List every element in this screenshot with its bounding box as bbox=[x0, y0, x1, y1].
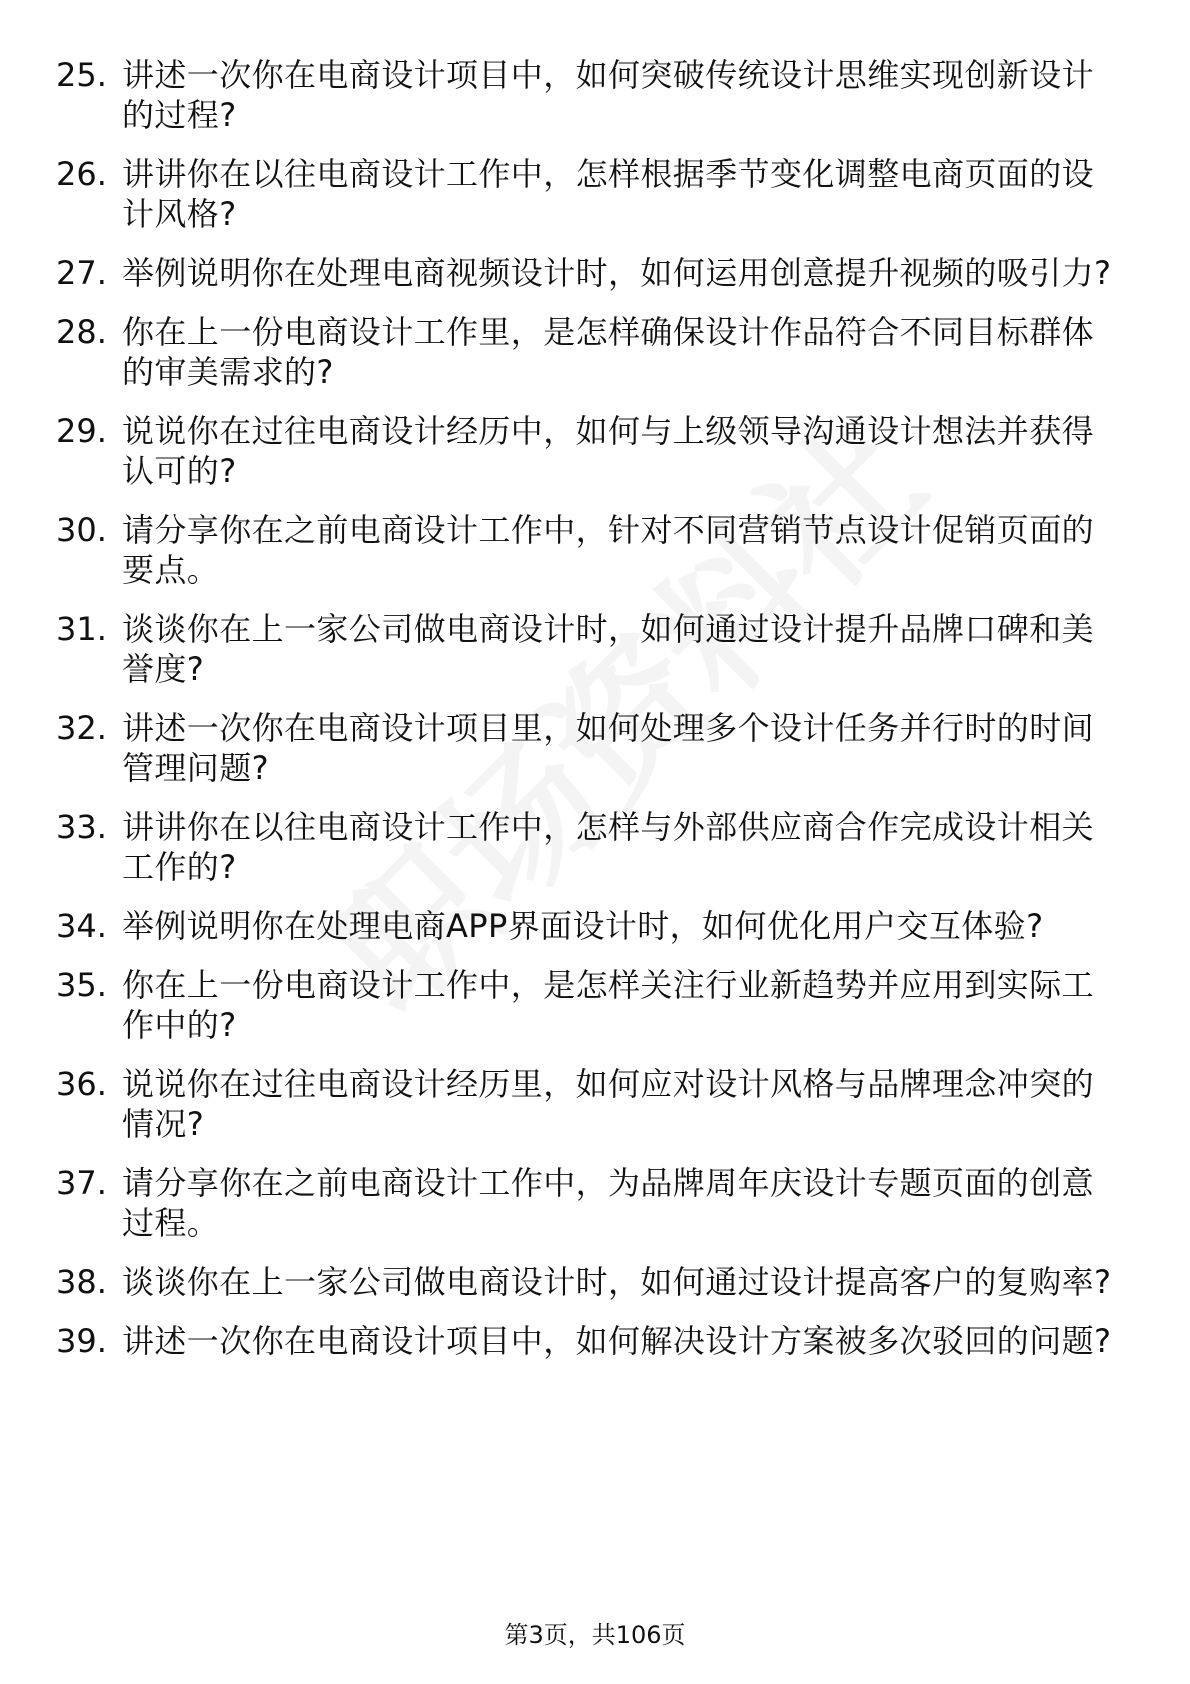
list-item bbox=[56, 708, 1116, 788]
question-number: 27. bbox=[56, 254, 107, 292]
question-text: 谈谈你在上一家公司做电商设计时，如何通过设计提升品牌口碑和美誉度? bbox=[122, 610, 1095, 688]
question-text: 请分享你在之前电商设计工作中，为品牌周年庆设计专题页面的创意过程。 bbox=[122, 1164, 1095, 1242]
question-list bbox=[56, 55, 1116, 1380]
list-item bbox=[56, 154, 1116, 234]
list-item bbox=[56, 1064, 1116, 1144]
list-item bbox=[56, 411, 1116, 491]
question-text: 讲讲你在以往电商设计工作中，怎样根据季节变化调整电商页面的设计风格? bbox=[122, 155, 1095, 233]
question-number: 32. bbox=[56, 709, 107, 747]
list-item bbox=[56, 906, 1116, 946]
question-text: 讲讲你在以往电商设计工作中，怎样与外部供应商合作完成设计相关工作的? bbox=[122, 808, 1095, 886]
list-item bbox=[56, 55, 1116, 135]
question-number: 31. bbox=[56, 610, 107, 648]
question-text: 举例说明你在处理电商APP界面设计时，如何优化用户交互体验? bbox=[122, 907, 1044, 945]
list-item bbox=[56, 510, 1116, 590]
list-item bbox=[56, 1262, 1116, 1302]
question-text: 讲述一次你在电商设计项目里，如何处理多个设计任务并行时的时间管理问题? bbox=[122, 709, 1095, 787]
question-text: 你在上一份电商设计工作中，是怎样关注行业新趋势并应用到实际工作中的? bbox=[122, 966, 1095, 1044]
question-number: 28. bbox=[56, 313, 107, 351]
page-footer bbox=[0, 1620, 1190, 1650]
question-text: 说说你在过往电商设计经历里，如何应对设计风格与品牌理念冲突的情况? bbox=[122, 1065, 1095, 1143]
question-text: 请分享你在之前电商设计工作中，针对不同营销节点设计促销页面的要点。 bbox=[122, 511, 1095, 589]
question-number: 37. bbox=[56, 1164, 107, 1202]
question-number: 34. bbox=[56, 907, 107, 945]
question-text: 讲述一次你在电商设计项目中，如何解决设计方案被多次驳回的问题? bbox=[122, 1322, 1112, 1360]
question-number: 25. bbox=[56, 56, 107, 94]
list-item bbox=[56, 312, 1116, 392]
list-item bbox=[56, 965, 1116, 1045]
list-item bbox=[56, 609, 1116, 689]
question-number: 35. bbox=[56, 966, 107, 1004]
question-number: 30. bbox=[56, 511, 107, 549]
question-text: 讲述一次你在电商设计项目中，如何突破传统设计思维实现创新设计的过程? bbox=[122, 56, 1095, 134]
question-number: 29. bbox=[56, 412, 107, 450]
list-item bbox=[56, 253, 1116, 293]
question-text: 谈谈你在上一家公司做电商设计时，如何通过设计提高客户的复购率? bbox=[122, 1263, 1112, 1301]
question-number: 26. bbox=[56, 155, 107, 193]
question-text: 举例说明你在处理电商视频设计时，如何运用创意提升视频的吸引力? bbox=[122, 254, 1112, 292]
question-text: 你在上一份电商设计工作里，是怎样确保设计作品符合不同目标群体的审美需求的? bbox=[122, 313, 1095, 391]
list-item bbox=[56, 1163, 1116, 1243]
page-number-label: 第3页，共106页 bbox=[504, 1621, 686, 1649]
question-number: 38. bbox=[56, 1263, 107, 1301]
question-number: 36. bbox=[56, 1065, 107, 1103]
list-item bbox=[56, 807, 1116, 887]
question-text: 说说你在过往电商设计经历中，如何与上级领导沟通设计想法并获得认可的? bbox=[122, 412, 1095, 490]
question-number: 39. bbox=[56, 1322, 107, 1360]
question-number: 33. bbox=[56, 808, 107, 846]
list-item bbox=[56, 1321, 1116, 1361]
